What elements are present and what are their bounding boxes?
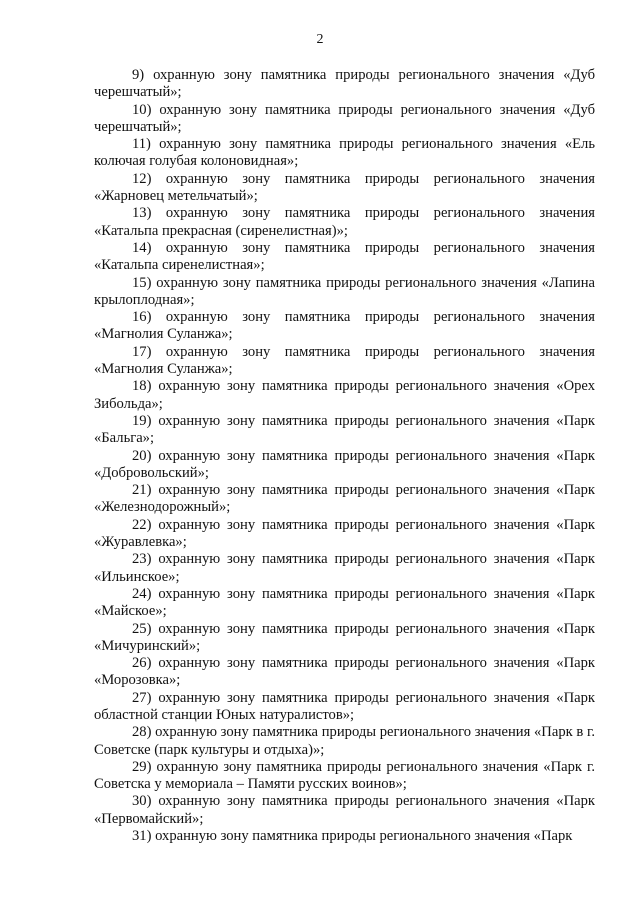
list-item: 15) охранную зону памятника природы регионального значения «Лапина крылоплодная»; [94,274,595,308]
list-item: 12) охранную зону памятника природы регионального значения «Жарновец метельчатый»; [94,170,595,205]
list-item: 13) охранную зону памятника природы регионального значения «Катальпа прекрасная (сиренелистная)»; [94,205,595,239]
list-item: 19) охранную зону памятника природы регионального значения «Парк «Бальга»; [94,412,595,447]
list-item: 26) охранную зону памятника природы регионального значения «Парк «Морозовка»; [94,655,595,689]
list-item: 17) охранную зону памятника природы регионального значения «Магнолия Суланжа»; [94,343,595,378]
list-item: 11) охранную зону памятника природы регионального значения «Ель колючая голубая колоновидная»; [94,136,595,170]
list-item: 30) охранную зону памятника природы регионального значения «Парк «Первомайский»; [94,793,595,827]
list-item: 25) охранную зону памятника природы регионального значения «Парк «Мичуринский»; [94,620,595,654]
list-item: 28) охранную зону памятника природы регионального значения «Парк в г. Советске (парк культуры и отдыха)»; [94,724,595,758]
list-item: 20) охранную зону памятника природы регионального значения «Парк «Добровольский»; [94,447,595,481]
list-item: 21) охранную зону памятника природы регионального значения «Парк «Железнодорожный»; [94,482,595,516]
list-item: 9) охранную зону памятника природы регионального значения «Дуб черешчатый»; [94,67,595,101]
list-item: 14) охранную зону памятника природы регионального значения «Катальпа сиренелистная»; [94,239,595,274]
list-item: 18) охранную зону памятника природы регионального значения «Орех Зибольда»; [94,378,595,412]
list-item: 27) охранную зону памятника природы регионального значения «Парк областной станции Юных натуралистов»; [94,689,595,723]
page-number: 2 [316,32,324,47]
list-item: 24) охранную зону памятника природы регионального значения «Парк «Майское»; [94,585,595,620]
list-item: 10) охранную зону памятника природы регионального значения «Дуб черешчатый»; [94,101,595,135]
list-item: 31) охранную зону памятника природы регионального значения «Парк [132,828,573,845]
list-item: 16) охранную зону памятника природы регионального значения «Магнолия Суланжа»; [94,309,595,343]
list-item: 29) охранную зону памятника природы регионального значения «Парк г. Советска у мемориала – Памяти русских воинов»; [94,758,595,793]
list-item: 22) охранную зону памятника природы регионального значения «Парк «Журавлевка»; [94,516,595,551]
document-body [94,67,595,845]
list-item: 23) охранную зону памятника природы регионального значения «Парк «Ильинское»; [94,551,595,585]
